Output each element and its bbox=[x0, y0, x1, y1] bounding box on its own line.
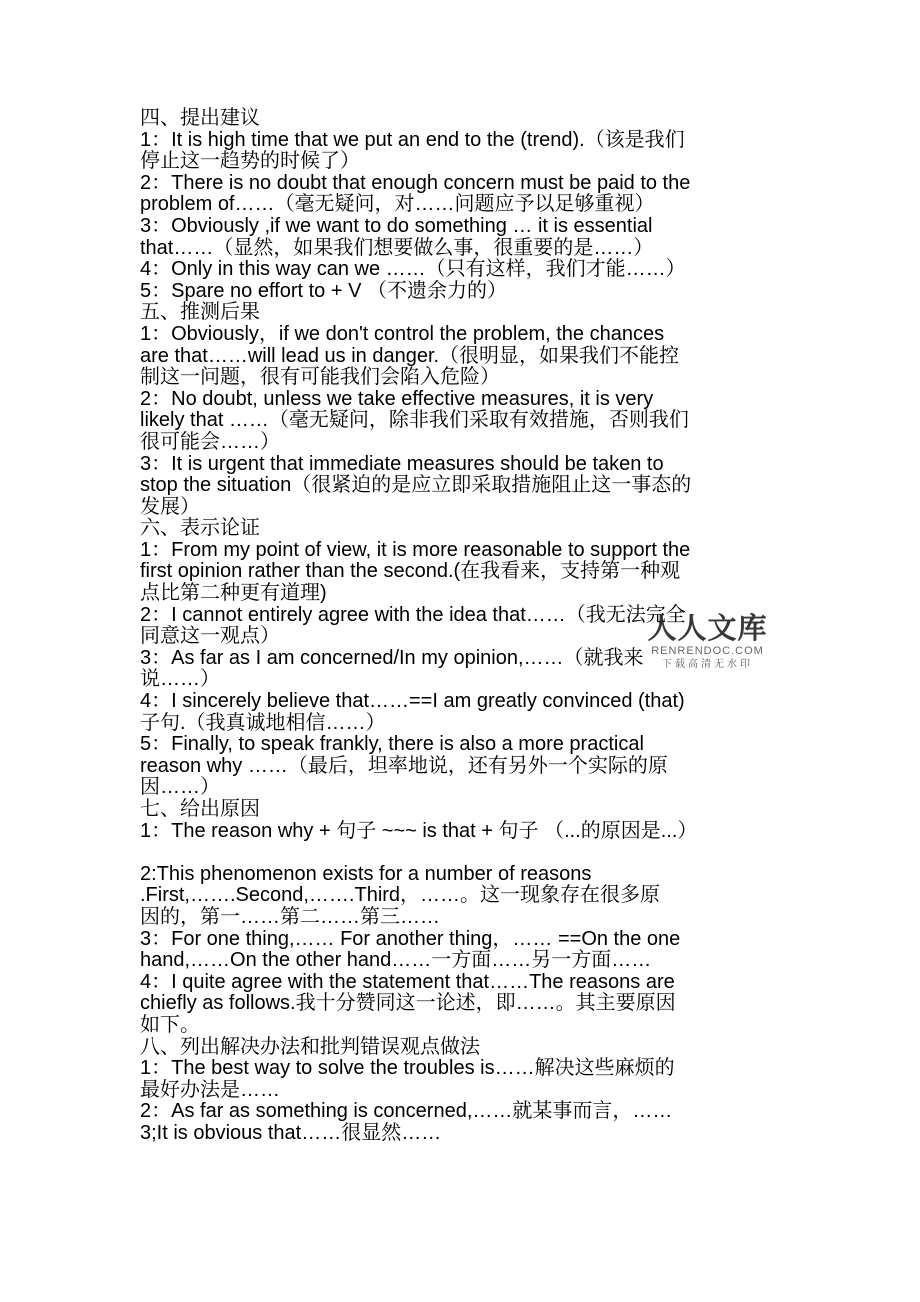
text-line: 3：Obviously ,if we want to do something … it is essential bbox=[140, 214, 653, 237]
text-line: 4：I sincerely believe that……==I am greatly convinced (that) bbox=[140, 690, 685, 713]
text-line: 因……） bbox=[140, 776, 220, 799]
text-line: 同意这一观点） bbox=[140, 625, 280, 648]
watermark-domain: RENRENDOC.COM bbox=[651, 645, 764, 657]
text-line: 子句.（我真诚地相信……） bbox=[140, 711, 386, 734]
text-line: 3：It is urgent that immediate measures should be taken to bbox=[140, 452, 664, 475]
text-line: 最好办法是…… bbox=[140, 1078, 280, 1101]
text-line: 发展） bbox=[140, 495, 200, 518]
text-line: 五、推测后果 bbox=[140, 301, 260, 324]
text-line: 四、提出建议 bbox=[140, 107, 260, 129]
text-line: 3：As far as I am concerned/In my opinion,……（就我来 bbox=[140, 646, 644, 669]
watermark-title: 人人文库 bbox=[647, 611, 768, 645]
text-line: hand,……On the other hand……一方面……另一方面…… bbox=[140, 949, 652, 972]
text-line: 2：As far as something is concerned,……就某事而言，…… bbox=[140, 1100, 673, 1123]
text-line: 六、表示论证 bbox=[140, 517, 260, 540]
text-line: 2：There is no doubt that enough concern must be paid to the bbox=[140, 171, 691, 194]
text-line: 5：Spare no effort to + V （不遗余力的） bbox=[140, 279, 507, 302]
text-line: 八、列出解决办法和批判错误观点做法 bbox=[140, 1035, 480, 1058]
text-line: that……（显然，如果我们想要做么事，很重要的是……） bbox=[140, 236, 654, 259]
text-line: 4：Only in this way can we ……（只有这样，我们才能……） bbox=[140, 258, 686, 281]
text-line: 七、给出原因 bbox=[140, 798, 260, 820]
text-line: stop the situation（很紧迫的是应立即采取措施阻止这一事态的 bbox=[140, 474, 692, 497]
text-line: 停止这一趋势的时候了） bbox=[140, 150, 360, 173]
text-line: 2：No doubt, unless we take effective measures, it is very bbox=[140, 387, 654, 410]
text-line: 说……） bbox=[140, 668, 220, 691]
text-line: are that……will lead us in danger.（很明显，如果我们不能控 bbox=[140, 344, 680, 367]
watermark-logo bbox=[640, 612, 775, 684]
text-line: chiefly as follows.我十分赞同这一论述，即……。其主要原因 bbox=[140, 992, 676, 1015]
text-line: reason why ……（最后，坦率地说，还有另外一个实际的原 bbox=[140, 754, 668, 777]
text-line: 3;It is obvious that……很显然…… bbox=[140, 1121, 442, 1144]
text-line: 因的，第一……第二……第三…… bbox=[140, 905, 440, 928]
text-line: 1：It is high time that we put an end to the (trend).（该是我们 bbox=[140, 128, 685, 151]
text-line: .First,…….Second,…….Third，……。这一现象存在很多原 bbox=[140, 884, 661, 907]
text-line: first opinion rather than the second.(在我看来，支持第一种观 bbox=[140, 560, 681, 583]
text-line: 制这一问题，很有可能我们会陷入危险） bbox=[140, 366, 500, 389]
watermark-slogan: 下载高清无水印 bbox=[662, 659, 753, 670]
blank-line bbox=[140, 842, 785, 864]
text-line: problem of……（毫无疑问，对……问题应予以足够重视） bbox=[140, 193, 655, 216]
text-line: 2:This phenomenon exists for a number of reasons bbox=[140, 862, 592, 885]
text-line: 3：For one thing,…… For another thing，…… ==On the one bbox=[140, 927, 681, 950]
text-line: 5：Finally, to speak frankly, there is also a more practical bbox=[140, 733, 644, 756]
text-line: 1：The best way to solve the troubles is……解决这些麻烦的 bbox=[140, 1057, 675, 1080]
text-line: 1：From my point of view, it is more reasonable to support the bbox=[140, 538, 691, 561]
text-line: 如下。 bbox=[140, 1013, 200, 1036]
text-line: 点比第二种更有道理) bbox=[140, 582, 327, 605]
text-line: 1：The reason why + 句子 ~~~ is that + 句子 （...的原因是...） bbox=[140, 819, 698, 842]
text-line: 1：Obviously，if we don't control the problem, the chances bbox=[140, 322, 665, 345]
text-line: 4：I quite agree with the statement that……The reasons are bbox=[140, 970, 675, 993]
text-line: 很可能会……） bbox=[140, 430, 280, 453]
text-line: 2：I cannot entirely agree with the idea that……（我无法完全 bbox=[140, 603, 686, 626]
text-line: likely that ……（毫无疑问，除非我们采取有效措施，否则我们 bbox=[140, 409, 689, 432]
